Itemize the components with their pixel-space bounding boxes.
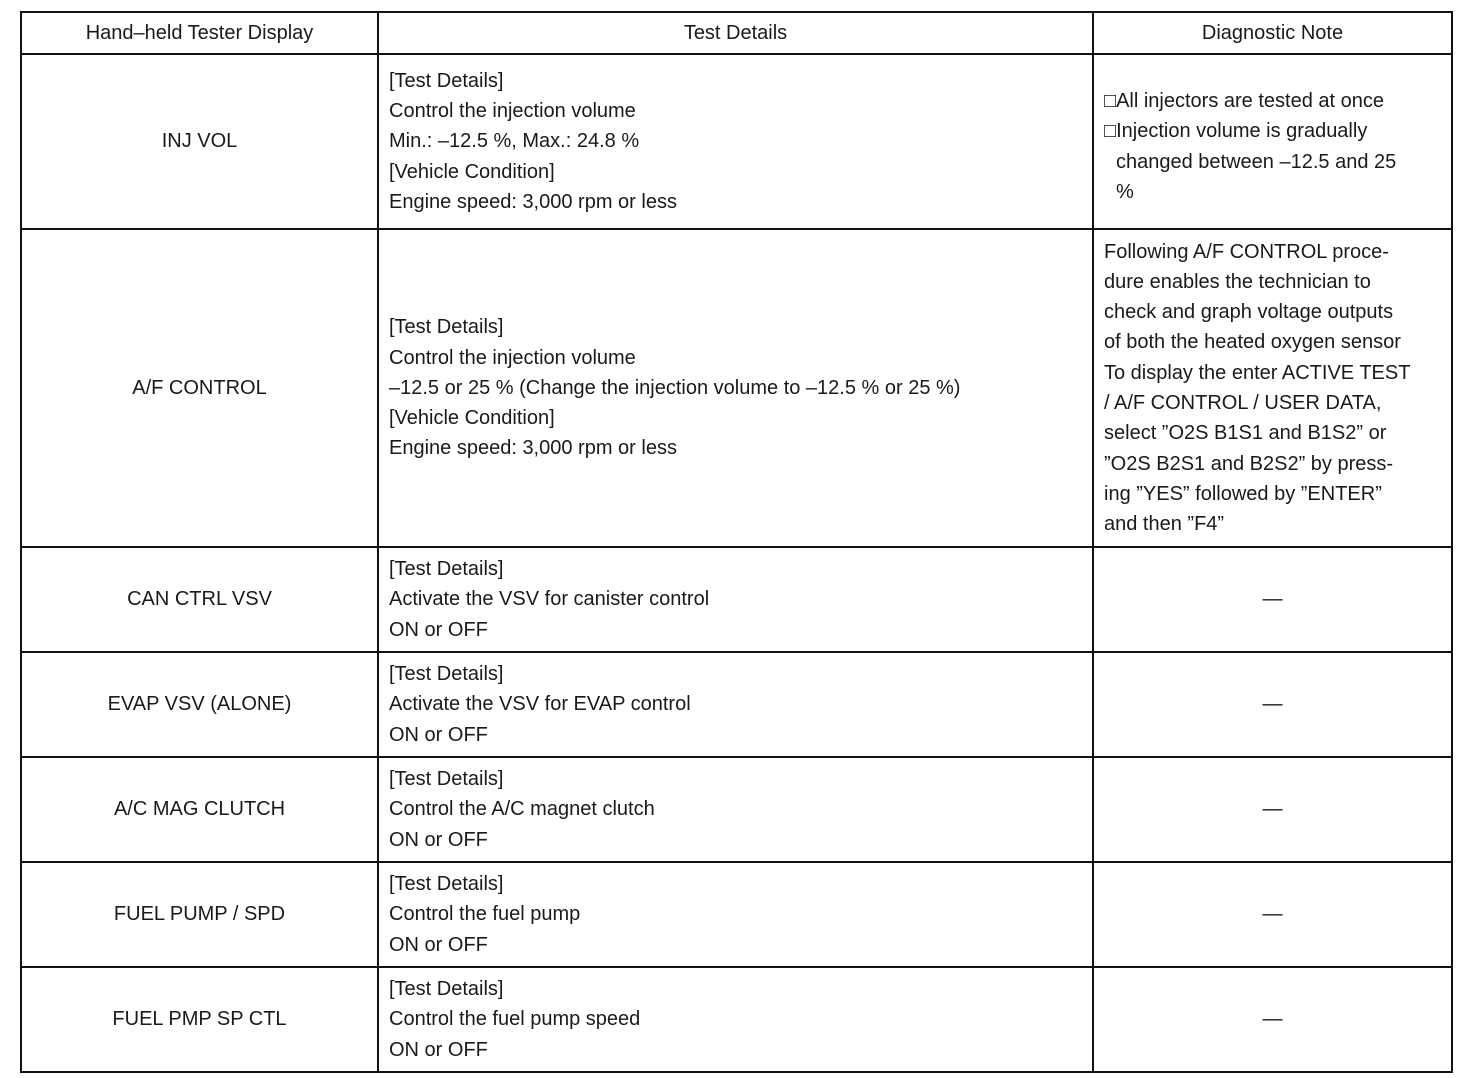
details-line: [Test Details]	[389, 69, 504, 92]
header-row	[21, 12, 1452, 54]
diagnostic-note-cell	[1093, 967, 1452, 1072]
tester-display-cell: EVAP VSV (ALONE)	[21, 652, 378, 757]
note-line: of both the heated oxygen sensor	[1104, 331, 1401, 354]
details-line: [Test Details]	[389, 978, 504, 1001]
note-dash: —	[1262, 1008, 1283, 1031]
header-test-details: Test Details	[378, 12, 1093, 54]
note-line: and then ”F4”	[1104, 513, 1225, 536]
note-line: check and graph voltage outputs	[1104, 301, 1394, 324]
note-line: ing ”YES” followed by ”ENTER”	[1104, 482, 1382, 505]
tester-display-cell: A/C MAG CLUTCH	[21, 757, 378, 862]
table-row	[21, 229, 1452, 547]
note-dash: —	[1262, 588, 1283, 611]
details-line: Engine speed: 3,000 rpm or less	[389, 437, 677, 460]
details-line: [Test Details]	[389, 558, 504, 581]
note-line: dure enables the technician to	[1104, 270, 1371, 293]
tester-display-cell: CAN CTRL VSV	[21, 547, 378, 652]
details-line: ON or OFF	[389, 828, 488, 851]
tester-display-cell: A/F CONTROL	[21, 229, 378, 547]
details-line: –12.5 or 25 % (Change the injection volume to –12.5 % or 25 %)	[389, 376, 961, 399]
test-details-cell	[378, 967, 1093, 1072]
diagnostic-note-cell	[1093, 757, 1452, 862]
details-line: ON or OFF	[389, 618, 488, 641]
header-tester-display: Hand–held Tester Display	[21, 12, 378, 54]
note-line: changed between –12.5 and 25	[1116, 150, 1397, 173]
note-line: □All injectors are tested at once	[1104, 89, 1384, 112]
details-line: Control the fuel pump	[389, 903, 581, 926]
details-line: Min.: –12.5 %, Max.: 24.8 %	[389, 130, 640, 153]
details-line: Activate the VSV for canister control	[389, 588, 710, 611]
details-line: Control the injection volume	[389, 346, 636, 369]
test-details-cell	[378, 652, 1093, 757]
note-line: select ”O2S B1S1 and B1S2” or	[1104, 422, 1387, 445]
tester-display-cell: FUEL PUMP / SPD	[21, 862, 378, 967]
diagnostic-note-cell	[1093, 652, 1452, 757]
table-row	[21, 757, 1452, 862]
test-details-cell	[378, 862, 1093, 967]
tester-display-cell: FUEL PMP SP CTL	[21, 967, 378, 1072]
details-line: [Test Details]	[389, 768, 504, 791]
note-line: To display the enter ACTIVE TEST	[1104, 361, 1411, 384]
details-line: [Vehicle Condition]	[389, 407, 555, 430]
table-row	[21, 547, 1452, 652]
active-test-table	[20, 11, 1453, 1073]
table-row	[21, 54, 1452, 229]
test-details-cell	[378, 229, 1093, 547]
details-line: Activate the VSV for EVAP control	[389, 693, 691, 716]
test-details-cell	[378, 54, 1093, 229]
note-line: / A/F CONTROL / USER DATA,	[1104, 392, 1382, 414]
details-line: [Test Details]	[389, 316, 504, 339]
details-line: ON or OFF	[389, 933, 488, 956]
diagnostic-note-cell	[1093, 547, 1452, 652]
diagnostic-note-cell	[1093, 54, 1452, 229]
details-line: Control the injection volume	[389, 100, 636, 123]
test-details-cell	[378, 757, 1093, 862]
tester-display-cell: INJ VOL	[21, 54, 378, 229]
note-dash: —	[1262, 693, 1283, 716]
note-line: %	[1116, 180, 1134, 203]
details-line: Control the fuel pump speed	[389, 1008, 641, 1031]
details-line: Engine speed: 3,000 rpm or less	[389, 190, 677, 213]
details-line: ON or OFF	[389, 1038, 488, 1061]
table-row	[21, 967, 1452, 1072]
diagnostic-note-cell	[1093, 862, 1452, 967]
details-line: ON or OFF	[389, 723, 488, 746]
test-details-cell	[378, 547, 1093, 652]
details-line: [Test Details]	[389, 663, 504, 686]
details-line: Control the A/C magnet clutch	[389, 798, 655, 821]
note-line: □Injection volume is gradually	[1104, 120, 1368, 143]
table-row	[21, 652, 1452, 757]
details-line: [Test Details]	[389, 873, 504, 896]
details-line: [Vehicle Condition]	[389, 160, 555, 183]
table-row	[21, 862, 1452, 967]
header-diagnostic-note: Diagnostic Note	[1093, 12, 1452, 54]
diagnostic-note-cell	[1093, 229, 1452, 547]
note-dash: —	[1262, 798, 1283, 821]
note-dash: —	[1262, 903, 1283, 926]
note-line: ”O2S B2S1 and B2S2” by press-	[1104, 452, 1394, 475]
note-line: Following A/F CONTROL proce-	[1104, 240, 1389, 263]
